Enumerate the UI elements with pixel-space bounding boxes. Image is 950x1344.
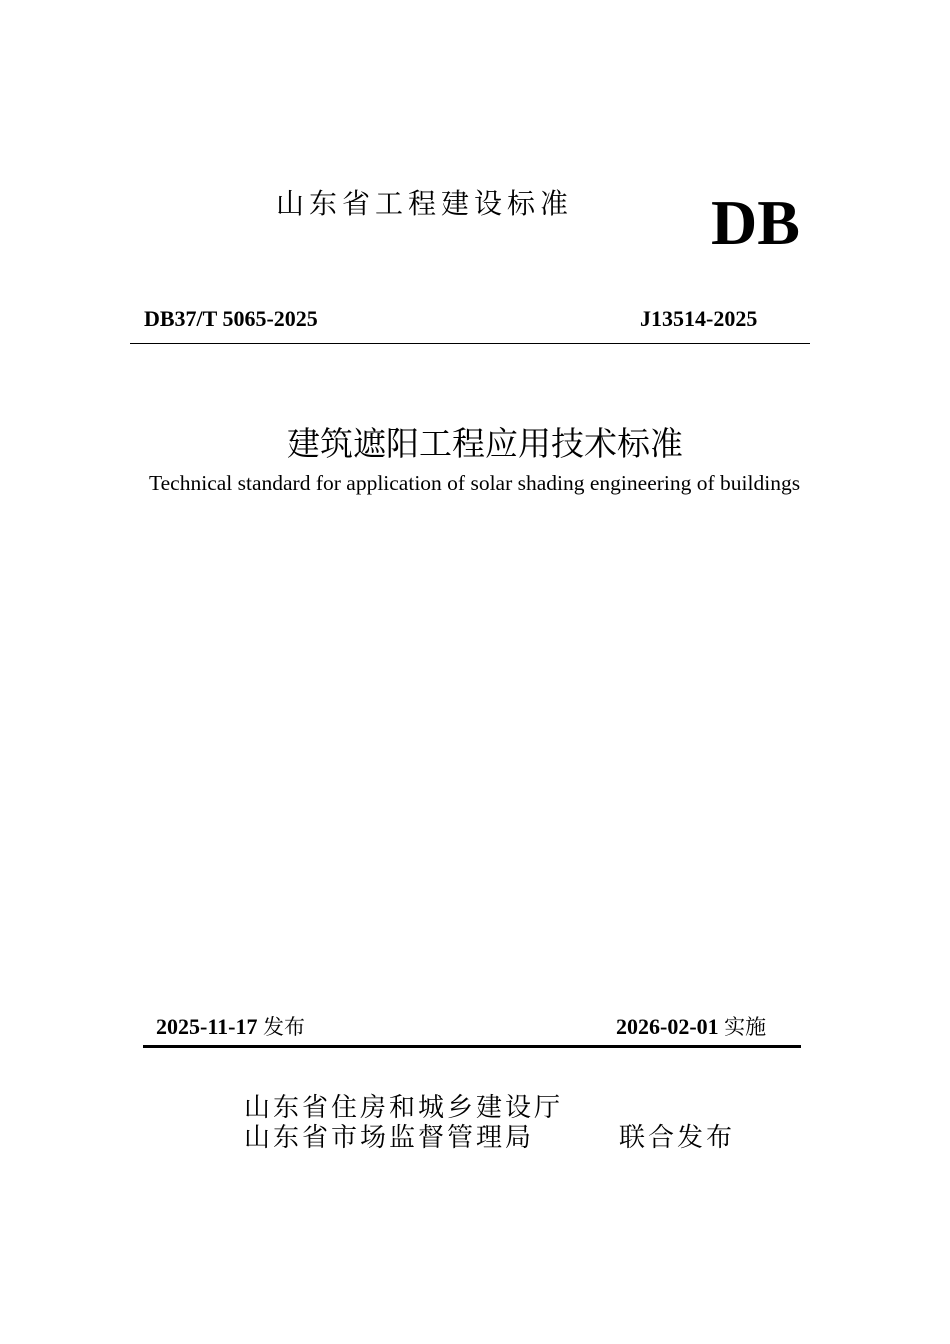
issuer-market-regulation-bureau: 山东省市场监督管理局 xyxy=(244,1123,535,1153)
issue-date-value: 2025-11-17 xyxy=(156,1014,258,1039)
title-chinese: 建筑遮阳工程应用技术标准 xyxy=(287,424,683,463)
bottom-divider xyxy=(143,1045,801,1048)
issuer-housing-department: 山东省住房和城乡建设厅 xyxy=(244,1093,564,1123)
implement-date-label: 实施 xyxy=(724,1015,767,1039)
issue-date-label: 发布 xyxy=(262,1015,305,1039)
standard-number: DB37/T 5065-2025 xyxy=(144,306,318,331)
db-mark: DB xyxy=(711,187,800,258)
top-divider xyxy=(130,343,810,344)
implement-date-value: 2026-02-01 xyxy=(616,1014,719,1039)
standard-category: 山东省工程建设标准 xyxy=(276,187,574,220)
implement-date xyxy=(616,1011,766,1041)
joint-issue-label: 联合发布 xyxy=(619,1123,736,1153)
issue-date xyxy=(156,1011,305,1041)
record-number: J13514-2025 xyxy=(640,306,758,331)
title-english: Technical standard for application of solar shading engineering of buildings xyxy=(149,471,801,495)
